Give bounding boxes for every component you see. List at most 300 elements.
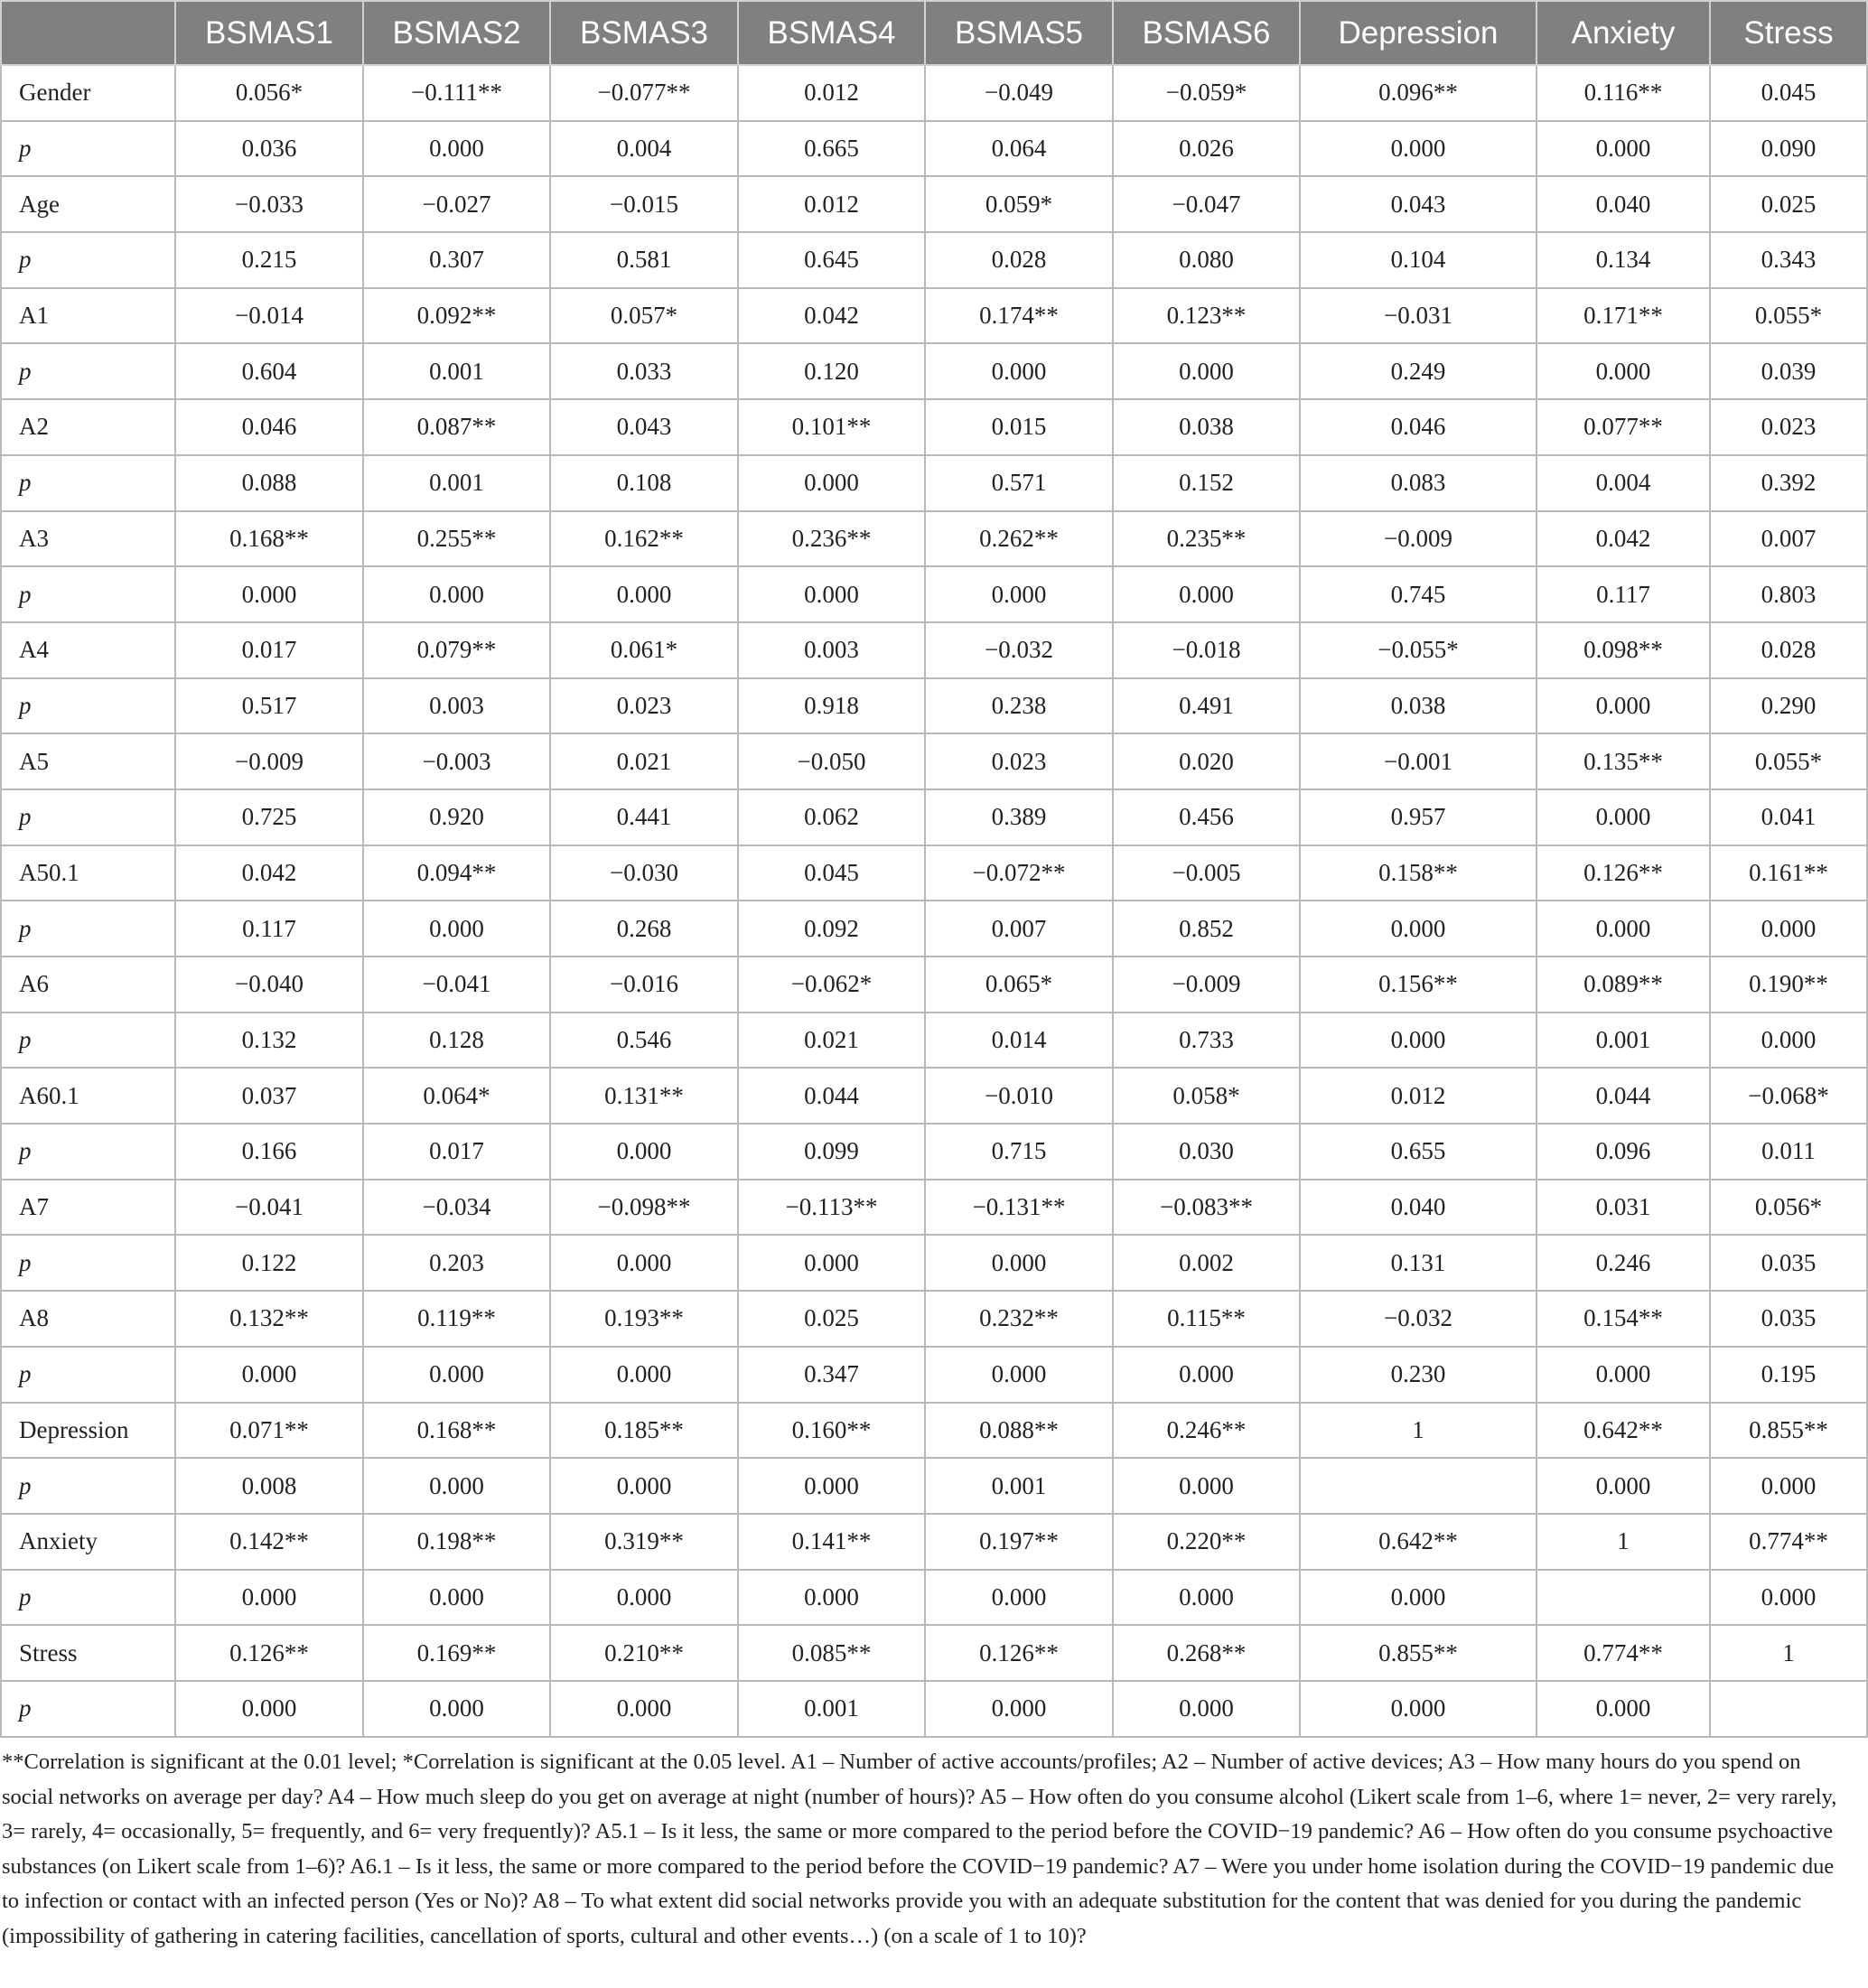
table-cell: 0.169**	[363, 1625, 550, 1681]
table-cell: −0.009	[1300, 511, 1536, 567]
table-cell: −0.030	[550, 845, 738, 901]
table-cell: −0.083**	[1113, 1180, 1300, 1236]
table-cell: 0.456	[1113, 789, 1300, 845]
table-cell: 0.000	[925, 1681, 1113, 1737]
table-cell: 0.517	[175, 678, 363, 734]
table-cell: 0.000	[1300, 1681, 1536, 1737]
table-cell: 0.023	[925, 733, 1113, 789]
table-cell: −0.016	[550, 957, 738, 1013]
column-header: BSMAS3	[550, 1, 738, 65]
table-cell: −0.034	[363, 1180, 550, 1236]
table-cell: 0.319**	[550, 1514, 738, 1570]
table-cell: 0.168**	[363, 1403, 550, 1459]
table-cell: 0.855**	[1300, 1625, 1536, 1681]
row-label: Anxiety	[1, 1514, 175, 1570]
table-cell: 0.158**	[1300, 845, 1536, 901]
table-cell: 0.343	[1710, 232, 1867, 288]
table-cell: 0.135**	[1536, 733, 1710, 789]
table-cell: 0.546	[550, 1013, 738, 1069]
table-cell: 0.094**	[363, 845, 550, 901]
table-cell: 0.020	[1113, 733, 1300, 789]
table-cell: 0.015	[925, 399, 1113, 455]
row-label: p	[1, 455, 175, 511]
table-cell: 0.000	[1710, 1458, 1867, 1514]
table-cell: 0.000	[1113, 343, 1300, 399]
table-cell: 0.268	[550, 901, 738, 957]
p-value-row	[1, 678, 1867, 734]
table-cell: 0.101**	[738, 399, 925, 455]
table-cell: 0.028	[1710, 622, 1867, 678]
table-cell: 0.023	[550, 678, 738, 734]
table-cell: 0.171**	[1536, 288, 1710, 344]
row-label: p	[1, 1235, 175, 1291]
p-value-row	[1, 1013, 1867, 1069]
table-cell: 0.062	[738, 789, 925, 845]
table-cell: 0.774**	[1710, 1514, 1867, 1570]
correlation-row	[1, 176, 1867, 232]
table-cell: 0.166	[175, 1124, 363, 1180]
table-cell: 0.000	[550, 566, 738, 622]
table-cell: 0.000	[1300, 901, 1536, 957]
correlation-row	[1, 399, 1867, 455]
row-label: A8	[1, 1291, 175, 1347]
table-cell: 0.065*	[925, 957, 1113, 1013]
table-cell: 0.012	[738, 176, 925, 232]
table-header	[1, 1, 1867, 65]
table-cell: 0.120	[738, 343, 925, 399]
table-cell: 1	[1300, 1403, 1536, 1459]
table-cell: 0.042	[175, 845, 363, 901]
table-cell: 0.000	[363, 121, 550, 177]
row-label: p	[1, 1681, 175, 1737]
table-cell: 0.098**	[1536, 622, 1710, 678]
p-value-row	[1, 232, 1867, 288]
column-header: BSMAS1	[175, 1, 363, 65]
table-cell: −0.077**	[550, 65, 738, 121]
table-cell: 0.203	[363, 1235, 550, 1291]
table-cell: 0.128	[363, 1013, 550, 1069]
table-cell: 0.000	[175, 1347, 363, 1403]
table-cell: 0.152	[1113, 455, 1300, 511]
row-label: A1	[1, 288, 175, 344]
table-cell: 0.000	[1536, 789, 1710, 845]
table-cell: 0.011	[1710, 1124, 1867, 1180]
table-cell: 0.126**	[175, 1625, 363, 1681]
row-label: Age	[1, 176, 175, 232]
table-cell: 0.000	[1113, 1570, 1300, 1626]
table-cell: 0.000	[1113, 566, 1300, 622]
table-cell: 0.001	[363, 455, 550, 511]
correlation-row	[1, 845, 1867, 901]
table-cell: 0.000	[175, 566, 363, 622]
table-cell: 0.000	[1113, 1347, 1300, 1403]
table-cell: 0.126**	[1536, 845, 1710, 901]
table-cell: 0.038	[1300, 678, 1536, 734]
row-label: p	[1, 121, 175, 177]
table-cell: −0.098**	[550, 1180, 738, 1236]
table-body	[1, 65, 1867, 1737]
header-row	[1, 1, 1867, 65]
table-cell: 0.210**	[550, 1625, 738, 1681]
table-cell: 0.017	[175, 622, 363, 678]
table-cell: 0.108	[550, 455, 738, 511]
row-label: p	[1, 232, 175, 288]
table-cell: 0.132**	[175, 1291, 363, 1347]
table-cell: 0.131**	[550, 1068, 738, 1124]
table-cell: 0.079**	[363, 622, 550, 678]
table-cell: 0.035	[1710, 1291, 1867, 1347]
table-cell: 0.043	[550, 399, 738, 455]
correlation-row	[1, 733, 1867, 789]
column-header: Stress	[1710, 1, 1867, 65]
table-cell: 0.290	[1710, 678, 1867, 734]
table-cell: 0.003	[738, 622, 925, 678]
table-cell: 0.665	[738, 121, 925, 177]
table-cell: −0.010	[925, 1068, 1113, 1124]
correlation-row	[1, 288, 1867, 344]
table-footnote: **Correlation is significant at the 0.01 level; *Correlation is significant at the 0.05 level. A1 – Number of active accounts/profiles; A2 – Number of active devices; A3 – How many hours do you spend on social networks on average per day? A4 – How much sleep do you get on average at night (number of hours)? A5 – How often do you consume alcohol (Likert scale from 1–6, where 1= never, 2= very rarely, 3= rarely, 4= occasionally, 5= frequently, and 6= very frequently)? A5.1 – Is it less, the same or more compared to the period before the COVID−19 pandemic? A6 – How often do you consume psychoactive substances (on Likert scale from 1–6)? A6.1 – Is it less, the same or more compared to the period before the COVID−19 pandemic? A7 – Were you under home isolation during the COVID−19 pandemic due to infection or contact with an infected person (Yes or No)? A8 – To what extent did social networks provide you with an adequate substitution for the content that was denied for you during the pandemic (impossibility of gathering in catering facilities, cancellation of sports, cultural and other events…) (on a scale of 1 to 10)?	[2, 1750, 1837, 1948]
row-label: p	[1, 566, 175, 622]
column-header: BSMAS4	[738, 1, 925, 65]
table-cell: 0.089**	[1536, 957, 1710, 1013]
table-cell: 0.142**	[175, 1514, 363, 1570]
row-label: p	[1, 343, 175, 399]
table-cell: 0.117	[1536, 566, 1710, 622]
table-cell: 0.000	[925, 1235, 1113, 1291]
table-cell: 0.116**	[1536, 65, 1710, 121]
table-cell: 0.061*	[550, 622, 738, 678]
table-cell: 0.021	[550, 733, 738, 789]
table-cell: 0.021	[738, 1013, 925, 1069]
correlation-row	[1, 1180, 1867, 1236]
p-value-row	[1, 1570, 1867, 1626]
table-cell: 0.441	[550, 789, 738, 845]
table-cell: 0.012	[1300, 1068, 1536, 1124]
table-cell: 0.855**	[1710, 1403, 1867, 1459]
table-cell: −0.005	[1113, 845, 1300, 901]
table-cell: 0.071**	[175, 1403, 363, 1459]
table-cell: −0.072**	[925, 845, 1113, 901]
table-cell: 0.195	[1710, 1347, 1867, 1403]
table-cell: 0.246	[1536, 1235, 1710, 1291]
table-cell: 0.000	[1710, 1570, 1867, 1626]
table-cell: 0.220**	[1113, 1514, 1300, 1570]
table-cell: −0.041	[363, 957, 550, 1013]
table-cell: 0.099	[738, 1124, 925, 1180]
table-cell: 0.096**	[1300, 65, 1536, 121]
table-cell: 0.014	[925, 1013, 1113, 1069]
table-cell: 0.571	[925, 455, 1113, 511]
p-value-row	[1, 1124, 1867, 1180]
table-cell: −0.111**	[363, 65, 550, 121]
table-cell: 0.055*	[1710, 288, 1867, 344]
table-cell: −0.003	[363, 733, 550, 789]
table-cell: 0.001	[738, 1681, 925, 1737]
table-cell: −0.033	[175, 176, 363, 232]
row-label: A3	[1, 511, 175, 567]
row-label: A60.1	[1, 1068, 175, 1124]
table-cell: 0.004	[550, 121, 738, 177]
correlation-row	[1, 1514, 1867, 1570]
table-cell: 0.041	[1710, 789, 1867, 845]
table-cell: 0.642**	[1536, 1403, 1710, 1459]
table-cell: 0.030	[1113, 1124, 1300, 1180]
table-cell	[1710, 1681, 1867, 1737]
table-cell: 0.000	[550, 1570, 738, 1626]
table-cell: −0.032	[1300, 1291, 1536, 1347]
table-cell: 0.088	[175, 455, 363, 511]
table-cell: 0.000	[1536, 1681, 1710, 1737]
table-cell: 0.000	[1300, 1013, 1536, 1069]
table-cell: 0.232**	[925, 1291, 1113, 1347]
table-cell: 0.123**	[1113, 288, 1300, 344]
table-cell: 0.000	[363, 566, 550, 622]
row-label: p	[1, 901, 175, 957]
table-cell: 0.000	[738, 1570, 925, 1626]
table-cell: −0.040	[175, 957, 363, 1013]
table-cell: 0.043	[1300, 176, 1536, 232]
table-cell: 0.000	[925, 566, 1113, 622]
table-cell: 0.162**	[550, 511, 738, 567]
table-cell: 0.026	[1113, 121, 1300, 177]
table-cell: 1	[1536, 1514, 1710, 1570]
table-cell: 0.725	[175, 789, 363, 845]
table-cell: 0.733	[1113, 1013, 1300, 1069]
table-cell: 0.064*	[363, 1068, 550, 1124]
table-cell: 0.008	[175, 1458, 363, 1514]
row-label: A50.1	[1, 845, 175, 901]
row-label: p	[1, 1458, 175, 1514]
header-corner-cell	[1, 1, 175, 65]
table-cell: 0.001	[925, 1458, 1113, 1514]
table-cell: 0.017	[363, 1124, 550, 1180]
p-value-row	[1, 1347, 1867, 1403]
table-cell: 0.774**	[1536, 1625, 1710, 1681]
table-cell: 0.104	[1300, 232, 1536, 288]
table-cell: 0.156**	[1300, 957, 1536, 1013]
table-cell: 0.000	[1710, 901, 1867, 957]
p-value-row	[1, 1681, 1867, 1737]
table-cell: 0.056*	[1710, 1180, 1867, 1236]
table-cell: 0.085**	[738, 1625, 925, 1681]
table-cell: 0.000	[738, 1458, 925, 1514]
table-cell: 0.090	[1710, 121, 1867, 177]
row-label: A7	[1, 1180, 175, 1236]
correlation-row	[1, 957, 1867, 1013]
table-cell: 0.031	[1536, 1180, 1710, 1236]
table-cell: 0.235**	[1113, 511, 1300, 567]
table-cell: 0.000	[738, 1235, 925, 1291]
table-cell: −0.009	[175, 733, 363, 789]
table-cell: 0.255**	[363, 511, 550, 567]
table-cell: −0.068*	[1710, 1068, 1867, 1124]
table-cell: 0.000	[738, 566, 925, 622]
row-label: Stress	[1, 1625, 175, 1681]
table-cell: 0.045	[738, 845, 925, 901]
table-cell: 0.000	[363, 1458, 550, 1514]
table-cell: 0.154**	[1536, 1291, 1710, 1347]
table-cell: 0.003	[363, 678, 550, 734]
table-cell: −0.015	[550, 176, 738, 232]
table-cell: 0.000	[550, 1347, 738, 1403]
column-header: BSMAS2	[363, 1, 550, 65]
table-cell	[1536, 1570, 1710, 1626]
table-cell: 0.115**	[1113, 1291, 1300, 1347]
table-cell: 0.122	[175, 1235, 363, 1291]
table-cell: 0.000	[1300, 1570, 1536, 1626]
table-cell: 0.000	[1536, 1458, 1710, 1514]
table-cell: 0.000	[175, 1681, 363, 1737]
table-cell: 0.023	[1710, 399, 1867, 455]
table-cell: 0.119**	[363, 1291, 550, 1347]
table-cell: 0.215	[175, 232, 363, 288]
table-cell: 0.134	[1536, 232, 1710, 288]
table-cell: 0.044	[1536, 1068, 1710, 1124]
table-cell: 0.852	[1113, 901, 1300, 957]
table-cell: 0.230	[1300, 1347, 1536, 1403]
table-cell: 0.038	[1113, 399, 1300, 455]
table-cell: 0.056*	[175, 65, 363, 121]
table-cell: 0.000	[363, 901, 550, 957]
table-cell: 0.092**	[363, 288, 550, 344]
row-label: p	[1, 1124, 175, 1180]
table-cell: −0.062*	[738, 957, 925, 1013]
correlation-row	[1, 1403, 1867, 1459]
correlation-row	[1, 1068, 1867, 1124]
table-cell: 0.715	[925, 1124, 1113, 1180]
table-cell: 0.185**	[550, 1403, 738, 1459]
table-cell: 0.581	[550, 232, 738, 288]
table-cell: 0.040	[1536, 176, 1710, 232]
table-cell: 0.268**	[1113, 1625, 1300, 1681]
table-cell: 0.002	[1113, 1235, 1300, 1291]
p-value-row	[1, 1458, 1867, 1514]
table-cell: 0.000	[550, 1681, 738, 1737]
table-cell: 0.044	[738, 1068, 925, 1124]
row-label: Depression	[1, 1403, 175, 1459]
table-cell: −0.032	[925, 622, 1113, 678]
table-cell: 0.160**	[738, 1403, 925, 1459]
row-label: p	[1, 1570, 175, 1626]
table-cell: 0.035	[1710, 1235, 1867, 1291]
row-label: A6	[1, 957, 175, 1013]
row-label: p	[1, 678, 175, 734]
table-cell: 0.025	[738, 1291, 925, 1347]
table-cell: 0.161**	[1710, 845, 1867, 901]
table-cell: 0.918	[738, 678, 925, 734]
table-cell: 0.088**	[925, 1403, 1113, 1459]
table-cell: 0.000	[738, 455, 925, 511]
table-cell: 0.262**	[925, 511, 1113, 567]
table-cell: 0.028	[925, 232, 1113, 288]
table-cell: 0.000	[1536, 121, 1710, 177]
table-cell: 0.307	[363, 232, 550, 288]
table-cell: −0.131**	[925, 1180, 1113, 1236]
row-label: A4	[1, 622, 175, 678]
p-value-row	[1, 789, 1867, 845]
table-cell: −0.018	[1113, 622, 1300, 678]
table-cell: 0.046	[1300, 399, 1536, 455]
p-value-row	[1, 566, 1867, 622]
correlation-row	[1, 511, 1867, 567]
table-cell: 0.087**	[363, 399, 550, 455]
table-cell: −0.047	[1113, 176, 1300, 232]
table-cell: 0.168**	[175, 511, 363, 567]
table-cell: 0.000	[363, 1570, 550, 1626]
table-cell: 0.197**	[925, 1514, 1113, 1570]
table-cell: 0.655	[1300, 1124, 1536, 1180]
table-cell: 0.000	[925, 1570, 1113, 1626]
table-cell: 0.037	[175, 1068, 363, 1124]
table-cell: 0.046	[175, 399, 363, 455]
table-cell: 0.096	[1536, 1124, 1710, 1180]
p-value-row	[1, 901, 1867, 957]
table-cell: 0.126**	[925, 1625, 1113, 1681]
table-cell: 0.000	[1536, 1347, 1710, 1403]
correlation-row	[1, 622, 1867, 678]
row-label: Gender	[1, 65, 175, 121]
table-cell: 0.045	[1710, 65, 1867, 121]
row-label: p	[1, 1347, 175, 1403]
table-cell: 0.236**	[738, 511, 925, 567]
table-cell: 0.645	[738, 232, 925, 288]
p-value-row	[1, 343, 1867, 399]
table-cell: −0.041	[175, 1180, 363, 1236]
table-cell: 0.001	[363, 343, 550, 399]
table-cell: 0.080	[1113, 232, 1300, 288]
table-cell: 0.193**	[550, 1291, 738, 1347]
table-cell: 0.000	[1536, 678, 1710, 734]
table-cell: −0.055*	[1300, 622, 1536, 678]
table-cell: −0.027	[363, 176, 550, 232]
table-cell: −0.014	[175, 288, 363, 344]
table-cell: 0.007	[925, 901, 1113, 957]
table-cell: −0.050	[738, 733, 925, 789]
row-label: A5	[1, 733, 175, 789]
table-cell: 0.198**	[363, 1514, 550, 1570]
table-cell: 0.190**	[1710, 957, 1867, 1013]
p-value-row	[1, 121, 1867, 177]
table-cell: 0.000	[363, 1681, 550, 1737]
table-cell: 0.000	[1536, 901, 1710, 957]
table-cell: 0.920	[363, 789, 550, 845]
table-cell: 0.141**	[738, 1514, 925, 1570]
table-cell: 0.000	[550, 1124, 738, 1180]
table-cell: 0.033	[550, 343, 738, 399]
column-header: BSMAS6	[1113, 1, 1300, 65]
table-cell: 0.131	[1300, 1235, 1536, 1291]
table-cell: 0.491	[1113, 678, 1300, 734]
table-cell: 0.000	[1113, 1458, 1300, 1514]
table-cell: 0.000	[363, 1347, 550, 1403]
table-cell: 0.000	[1113, 1681, 1300, 1737]
table-cell: 0.957	[1300, 789, 1536, 845]
table-cell: 0.042	[1536, 511, 1710, 567]
table-cell: 0.059*	[925, 176, 1113, 232]
table-cell: 1	[1710, 1625, 1867, 1681]
table-cell: 0.000	[550, 1235, 738, 1291]
table-cell: 0.389	[925, 789, 1113, 845]
table-cell: 0.000	[1536, 343, 1710, 399]
table-cell: −0.009	[1113, 957, 1300, 1013]
column-header: BSMAS5	[925, 1, 1113, 65]
table-cell: 0.246**	[1113, 1403, 1300, 1459]
table-cell: 0.174**	[925, 288, 1113, 344]
table-cell: 0.058*	[1113, 1068, 1300, 1124]
table-cell: 0.238	[925, 678, 1113, 734]
table-cell: 0.039	[1710, 343, 1867, 399]
table-cell: −0.001	[1300, 733, 1536, 789]
